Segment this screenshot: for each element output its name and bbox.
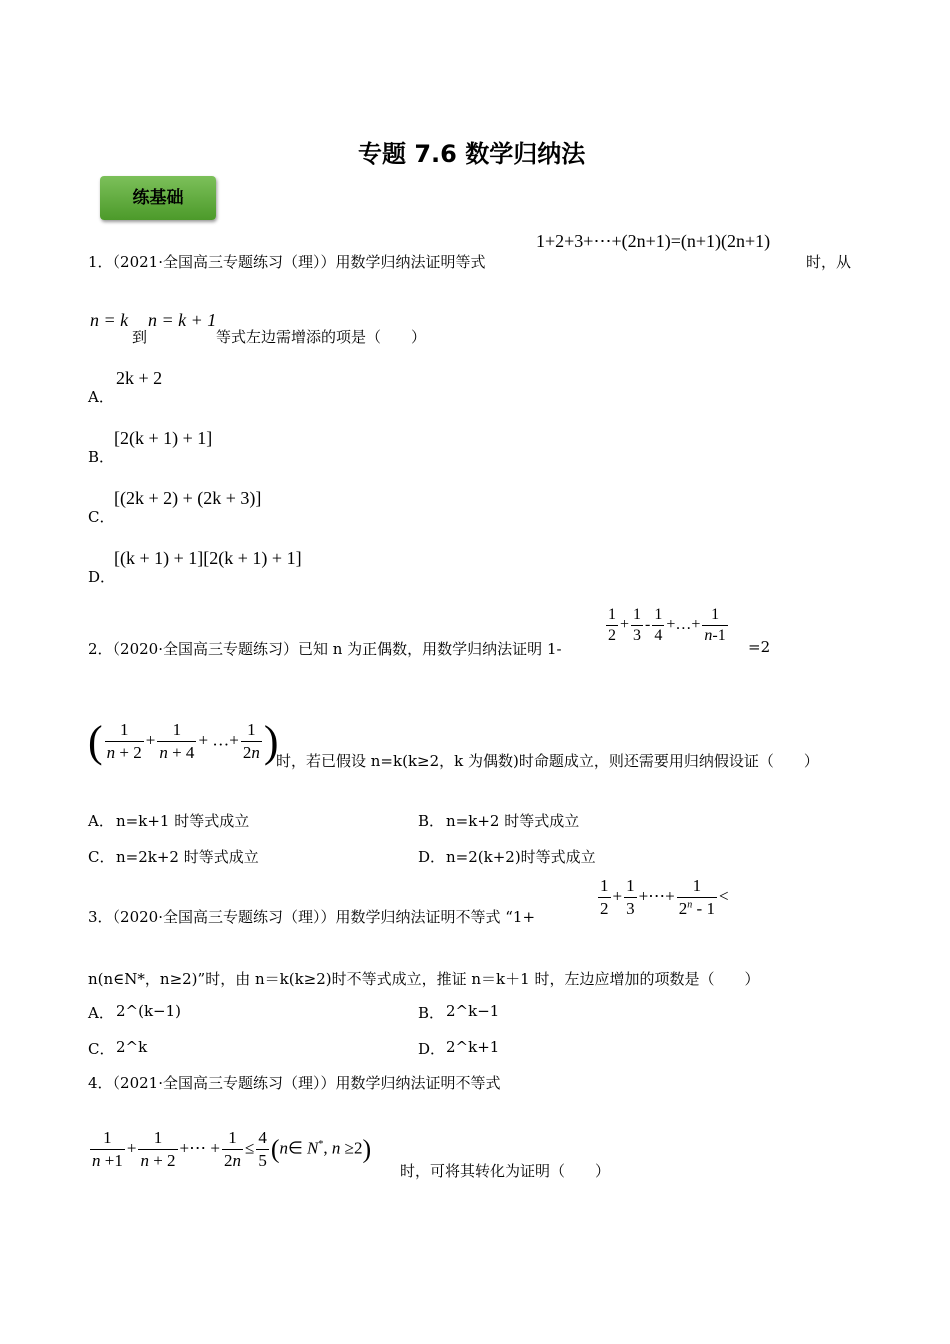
- q1-n-equals-k: n = k: [90, 310, 129, 330]
- section-badge: 练基础: [100, 176, 216, 220]
- q2-bracket-expression: ( $\frac{1}{n + 2}$ + $\frac{1}{n + 4}$ + …+ $\frac{1}{2n}$ ): [88, 717, 279, 766]
- fraction: $\frac{1}{2^n - 1}$: [678, 876, 715, 918]
- q2-line2-suffix: 时，若已假设 n=k(k≥2，k 为偶数)时命题成立，则还需要用归纳假设证（ ）: [276, 752, 819, 770]
- q1-suffix: 时，从: [806, 253, 852, 271]
- q2-option-b-label: B．: [418, 812, 445, 830]
- fraction: $\frac{1}{2}$: [600, 876, 609, 918]
- fraction: $\frac{4}{5}$: [258, 1128, 267, 1170]
- q2-option-b-text: n=k+2 时等式成立: [446, 812, 580, 830]
- q1-option-d-expr: [(k + 1) + 1][2(k + 1) + 1]: [114, 548, 302, 568]
- q2-option-a-text: n=k+1 时等式成立: [116, 812, 250, 830]
- q1-option-c-label: C．: [88, 508, 115, 526]
- q2-prefix: 2．（2020·全国高三专题练习）已知 n 为正偶数，用数学归纳法证明 1-: [88, 640, 562, 658]
- fraction: $\frac{1}{n + 2}$: [106, 720, 142, 762]
- q1-option-b-expr: [2(k + 1) + 1]: [114, 428, 213, 448]
- q1-option-b-label: B．: [88, 448, 115, 466]
- q1-option-c-expr: [(2k + 2) + (2k + 3)]: [114, 488, 262, 508]
- fraction: $\frac{1}{2}$: [608, 606, 616, 644]
- fraction: $\frac{1}{2n}$: [242, 720, 260, 762]
- q3-option-a-text: 2^(k−1): [116, 1002, 182, 1020]
- q2-option-d-text: n=2(k+2)时等式成立: [446, 848, 596, 866]
- page-title: 专题 7.6 数学归纳法: [358, 140, 586, 168]
- q1-option-a-label: A．: [88, 388, 114, 406]
- q3-series: $\frac{1}{2}$ + $\frac{1}{3}$ +⋯+ $\frac{1}{2^n - 1}$ <: [600, 876, 729, 918]
- q2-option-c-label: C．: [88, 848, 115, 866]
- q2-option-c-text: n=2k+2 时等式成立: [116, 848, 259, 866]
- q2-tail: =2: [748, 638, 771, 656]
- q3-option-d-text: 2^k+1: [446, 1038, 500, 1056]
- q3-option-b-text: 2^k−1: [446, 1002, 500, 1020]
- q3-prefix: 3．（2020·全国高三专题练习（理））用数学归纳法证明不等式 “1+: [88, 908, 536, 926]
- fraction: $\frac{1}{2n}$: [223, 1128, 241, 1170]
- q2-series: $\frac{1}{2}$ + $\frac{1}{3}$ - $\frac{1}{4}$ +…+ $\frac{1}{n-1}$: [608, 606, 726, 644]
- q3-option-b-label: B．: [418, 1004, 445, 1022]
- fraction: $\frac{1}{n +1}$: [92, 1128, 123, 1170]
- fraction: $\frac{1}{3}$: [626, 876, 635, 918]
- q3-option-c-text: 2^k: [116, 1038, 148, 1056]
- q3-line2: n(n∈N*，n≥2)”时，由 n＝k(k≥2)时不等式成立，推证 n＝k＋1 时，左边应增加的项数是（ ）: [88, 970, 760, 988]
- q3-option-d-label: D．: [418, 1040, 446, 1058]
- q1-prefix: 1．（2021·全国高三专题练习（理））用数学归纳法证明等式: [88, 253, 486, 271]
- fraction: $\frac{1}{n-1}$: [704, 606, 726, 644]
- fraction: $\frac{1}{3}$: [633, 606, 642, 644]
- q1-n-equals-k-plus-1: n = k + 1: [148, 310, 217, 330]
- fraction: $\frac{1}{n + 4}$: [159, 720, 195, 762]
- fraction: $\frac{1}{4}$: [654, 606, 663, 644]
- q4-inequality: $\frac{1}{n +1}$ + $\frac{1}{n + 2}$ +⋯ + $\frac{1}{2n}$ ≤ $\frac{4}{5}$ (n∈ N*, n ≥2): [92, 1128, 372, 1170]
- q1-to: 到: [132, 328, 148, 346]
- q4-line2-suffix: 时，可将其转化为证明（ ）: [400, 1162, 611, 1180]
- q2-option-d-label: D．: [418, 848, 446, 866]
- q3-option-c-label: C．: [88, 1040, 115, 1058]
- q1-option-d-label: D．: [88, 568, 116, 586]
- q3-option-a-label: A．: [88, 1004, 114, 1022]
- q4-prefix: 4．（2021·全国高三专题练习（理））用数学归纳法证明不等式: [88, 1074, 501, 1092]
- q2-option-a-label: A．: [88, 812, 114, 830]
- q1-line2-suffix: 等式左边需增添的项是（ ）: [216, 328, 427, 346]
- fraction: $\frac{1}{n + 2}$: [140, 1128, 176, 1170]
- q1-formula: 1+2+3+⋯+(2n+1)=(n+1)(2n+1): [536, 231, 771, 251]
- q1-option-a-expr: 2k + 2: [116, 368, 163, 388]
